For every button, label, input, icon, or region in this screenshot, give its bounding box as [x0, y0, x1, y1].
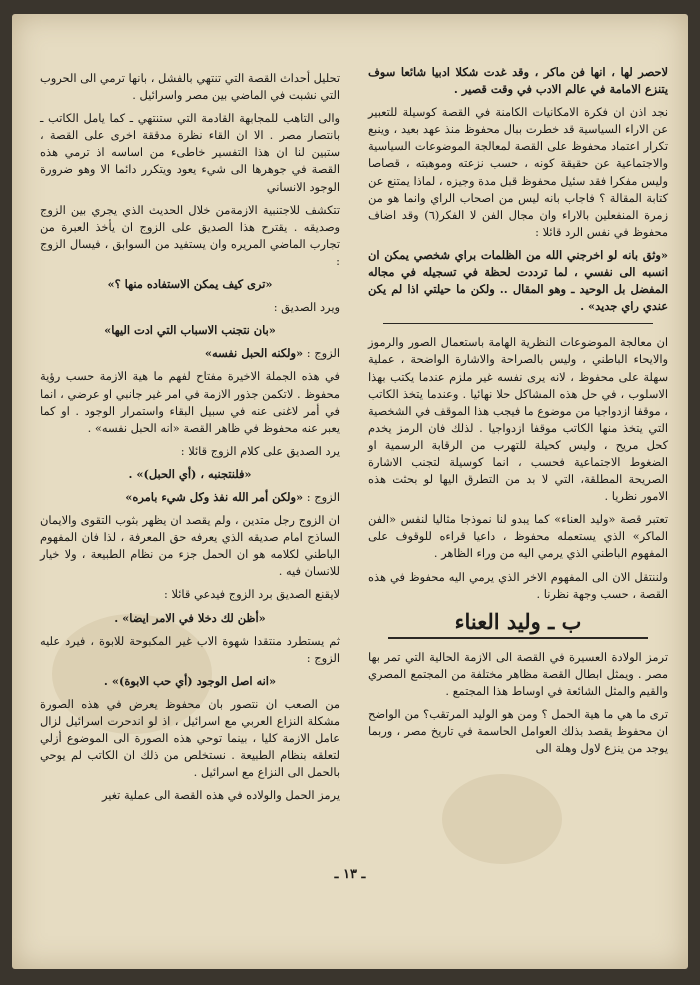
paragraph: ترمز الولادة العسيرة في القصة الى الازمة الحالية التي تمر بها مصر . ويمثل ابطال القصة مظاهر مختلفة من المجتمع المصري والقيم والمثل الشائعة في اوساط هذا المجتمع . [368, 649, 668, 698]
dialogue-quote: «بان نتجنب الاسباب التي ادت اليها» [104, 323, 276, 338]
paragraph: ترى ما هي ما هية الحمل ؟ ومن هو الوليد المرتقب؟ من الواضح ان محفوظ يقصد بذلك العوامل الحاسمة في تاريخ مصر ، وربما يوجد من ينزع لاول وهلة الى [368, 707, 668, 756]
paragraph: ان الزوج رجل متدين ، ولم يقصد ان يظهر بثوب التقوى والايمان الساذج امام صديقه الذي يعرفه حق المعرفة ، لذا فان المفهوم الباطني لكلامه هو ان الحمل جزء من نظام الطبيعة ، ولا خيار للانسان فيه . [40, 513, 340, 579]
paragraph: في هذه الجملة الاخيرة مفتاح لفهم ما هية الازمة حسب رؤية محفوظ . لاتكمن جذور الازمة في امر غير جانبي او عرضي ، انما في أمر لاغنى عنه في سبيل البقاء واستمرار الوجود . او كما يعبر عنه محفوظ في ظاهر القصة «انه الحبل نفسه» . [40, 369, 340, 435]
paragraph: تتكشف للاجتنبية الازمةمن خلال الحديث الذي يجري بين الزوج وصديقه . يقترح هذا الصديق على الزوج ان يأخذ العبرة من تجارب الماضي المريره وان يستفيد من السوابق ، فيسال الزوج : [40, 202, 340, 268]
dialogue-quote: «فلنتجنبه ، (أي الحبل)» . [128, 466, 252, 481]
left-column [40, 70, 340, 810]
paragraph: يرد الصديق على كلام الزوج قائلا : [180, 443, 340, 458]
dialogue-quote: «انه اصل الوجود (أي حب الابوة)» . [103, 673, 277, 688]
dialogue-lead: الزوج : [306, 346, 340, 361]
right-column [368, 64, 668, 763]
section-heading: ب ـ وليد العناء [454, 608, 582, 634]
document-page [12, 14, 688, 969]
paragraph: لاحصر لها ، انها فن ماكر ، وقد غدت شكلا ادبيا شائعا سوف يتنزع الامامة في عالم الادب في وقت قصير . [368, 65, 668, 97]
paragraph: ان معالجة الموضوعات النظرية الهامة باستعمال الصور والرموز والايحاء الباطني ، وليس بالصراحة والاشارة الواضحة ، عملية سهلة على محفوظ ، لانه يرى نفسه غير ملزم عندما يكتب بهذا الاسلوب ، في حل هذه المشاكل حلا نهائيا . وعندما يتخذ الكاتب ، موقفا ازدواجيا من موضوع ما فيجب هذا الموقف في الشخصية التي يتخذ منها الكاتب موقفا ازدواجيا . لذلك فان الرمز يخدم كحل مريح ، وليس كحيلة للتهرب من الرقابة الرسمية او الضغوط الاجتماعية فحسب ، انما كوسيلة لتجنب الاشارة الصريحة المطلقة، التي لا بد من التطرق اليها لو بحثت هذه الامور نظريا . [368, 335, 668, 504]
paragraph: من الصعب ان نتصور بان محفوظ يعرض في هذه الصورة مشكلة النزاع العربي مع اسرائيل ، اذ لو اندحرت اسرائيل لزال عامل الازمة كليا ، بينما توحي هذه الصورة الى الموضوع أزلي لتعلقه بنظام الطبيعة . نستخلص من ذلك ان الكاتب لم يوحي بالحمل الى النزاع مع اسرائيل . [40, 696, 340, 780]
paragraph: نجد اذن ان فكرة الامكانيات الكامنة في القصة كوسيلة للتعبير عن الاراء السياسية قد خطرت ببال محفوظ منذ عهد بعيد ، وينبع تكرار اعتماد محفوظ على القصة لمعالجة الموضوعات السياسية والاجتماعية عن حقيقة كونه ، حسب نزعته وموهبته ، قصاصا وليس مفكرا فقد سئيل محفوظ قبل مدة وجيزه ، لماذا يمتنع عن كتابة المقالة ؟ فاجاب بانه ليس من اصحاب الراي وانما هو من زمرة المنفعلين بالاراء وان مجال الفن لا الفكر(٦) وقد اضاف محفوظ في نفس الرد قائلا : [368, 105, 668, 239]
quote-block: «وثق بانه لو اخرجني الله من الظلمات براي شخصي يمكن ان انسبه الى نفسي ، لما ترددت لحظة في تسجيله في مجاله المفضل بل الوحيد ـ وهو المقال .. ولكن ما حيلتي اذا لم يكن عندي راي جديد» . [368, 247, 668, 314]
dialogue-line [40, 345, 340, 362]
heading-rule [388, 637, 648, 639]
dialogue-lead: ويرد الصديق : [273, 300, 340, 315]
dialogue-quote: «ولكنه الحبل نفسه» [204, 346, 304, 361]
dialogue-quote: «ولكن أمر الله نفذ وكل شيء بامره» [125, 489, 304, 504]
dialogue-lead: الزوج : [306, 489, 340, 504]
paragraph: ثم يستطرد منتقدا شهوة الاب غير المكبوحة للابوة ، فيرد عليه الزوج : [40, 633, 340, 665]
paragraph: تعتبر قصة «وليد العناء» كما يبدو لنا نموذجا مثاليا لنفس «الفن الماكر» الذي يستعمله محفوظ ، داعيا قراءه للوقوف على المفهوم الباطني الذي يرمي اليه من وراء الظاهر . [368, 512, 668, 561]
paragraph: تحليل أحداث القصة التي تنتهي بالفشل ، بانها ترمي الى الحروب التي نشبت في الماضي بين مصر واسرائيل . [40, 71, 340, 103]
page-number: ـ ١٣ ـ [334, 867, 366, 882]
dialogue-quote: «أظن لك دخلا في الامر ايضا» . [114, 610, 266, 625]
paragraph: يرمز الحمل والولاده في هذه القصة الى عملية تغير [101, 788, 340, 803]
paper-stain [442, 774, 562, 864]
divider [383, 323, 653, 324]
paragraph: ولننتقل الان الى المفهوم الاخر الذي يرمي اليه محفوظ في هذه القصة ، حسب وجهة نظرنا . [368, 569, 668, 601]
paragraph: لايقنع الصديق برد الزوج فيدعي قائلا : [164, 587, 340, 602]
dialogue-line [40, 489, 340, 506]
dialogue-quote: «ترى كيف يمكن الاستفاده منها ؟» [107, 277, 273, 292]
paragraph: والى التاهب للمجابهة القادمة التي ستنتهي ـ كما يامل الكاتب ـ بانتصار مصر . الا ان القاء نظرة مدققة اخرى على القصة ، ستبين لنا ان هذا التفسير خاطىء من اساسه اذ ترمي هذه القصة في جوهرها الى شيء يعود ويتكرر دائما الا وهو ضرورة الوجود الانساني [40, 111, 340, 194]
